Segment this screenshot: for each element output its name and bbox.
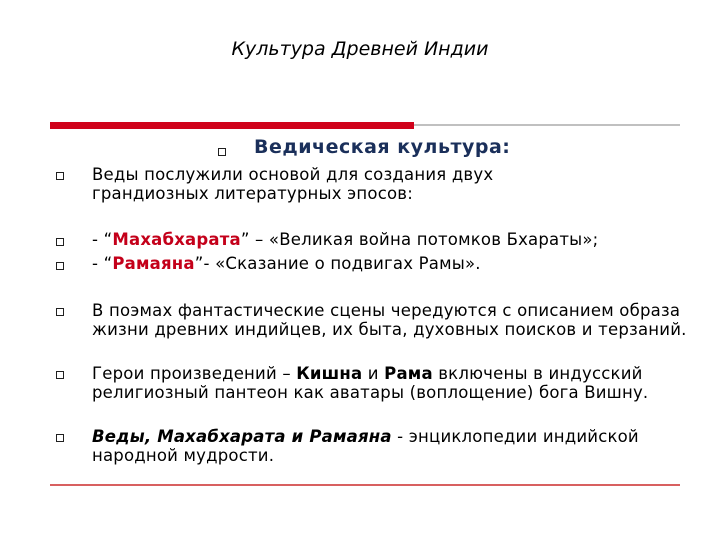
square-bullet-icon [56, 308, 64, 316]
paragraph-encyclopedia [92, 427, 652, 465]
square-bullet-icon [56, 262, 64, 270]
heroes-and: и [362, 364, 385, 383]
bottom-divider [50, 484, 680, 486]
paragraph-vedas: Веды послужили основой для создания двух грандиозных литературных эпосов: [92, 165, 494, 203]
paragraph-heroes [92, 364, 652, 402]
epic-prefix: - “ [92, 230, 113, 249]
square-bullet-icon [218, 148, 226, 156]
hero-rama: Рама [384, 364, 433, 383]
epic-ramayana [92, 254, 704, 273]
square-bullet-icon [56, 238, 64, 246]
heroes-suffix: включены в индусский религиозный пантеон как аватары (воплощение) бога Вишну. [92, 364, 649, 402]
epic-description: ” – «Великая война потомков Бхараты»; [240, 230, 599, 249]
slide-title: Культура Древней Индии [231, 38, 489, 60]
epic-name-ramayana: Рамаяна [112, 254, 195, 273]
epic-name-mahabharata: Махабхарата [112, 230, 241, 249]
epic-prefix: - “ [92, 254, 113, 273]
hero-krishna: Кишна [296, 364, 363, 383]
accent-bar [50, 122, 414, 129]
square-bullet-icon [56, 172, 64, 180]
square-bullet-icon [56, 434, 64, 442]
paragraph-poems: В поэмах фантастические сцены чередуются с описанием образа жизни древних индийцев, их быта, духовных поисков и терзаний. [92, 301, 687, 339]
epic-mahabharata [92, 230, 704, 249]
square-bullet-icon [56, 371, 64, 379]
encyclopedia-bold: Веды, Махабхарата и Рамаяна [92, 427, 392, 446]
heroes-prefix: Герои произведений – [92, 364, 297, 383]
encyclopedia-suffix: - энциклопедии индийской народной мудрости. [92, 427, 639, 465]
section-heading: Ведическая культура: [254, 136, 511, 158]
epic-description: ”- «Сказание о подвигах Рамы». [194, 254, 481, 273]
